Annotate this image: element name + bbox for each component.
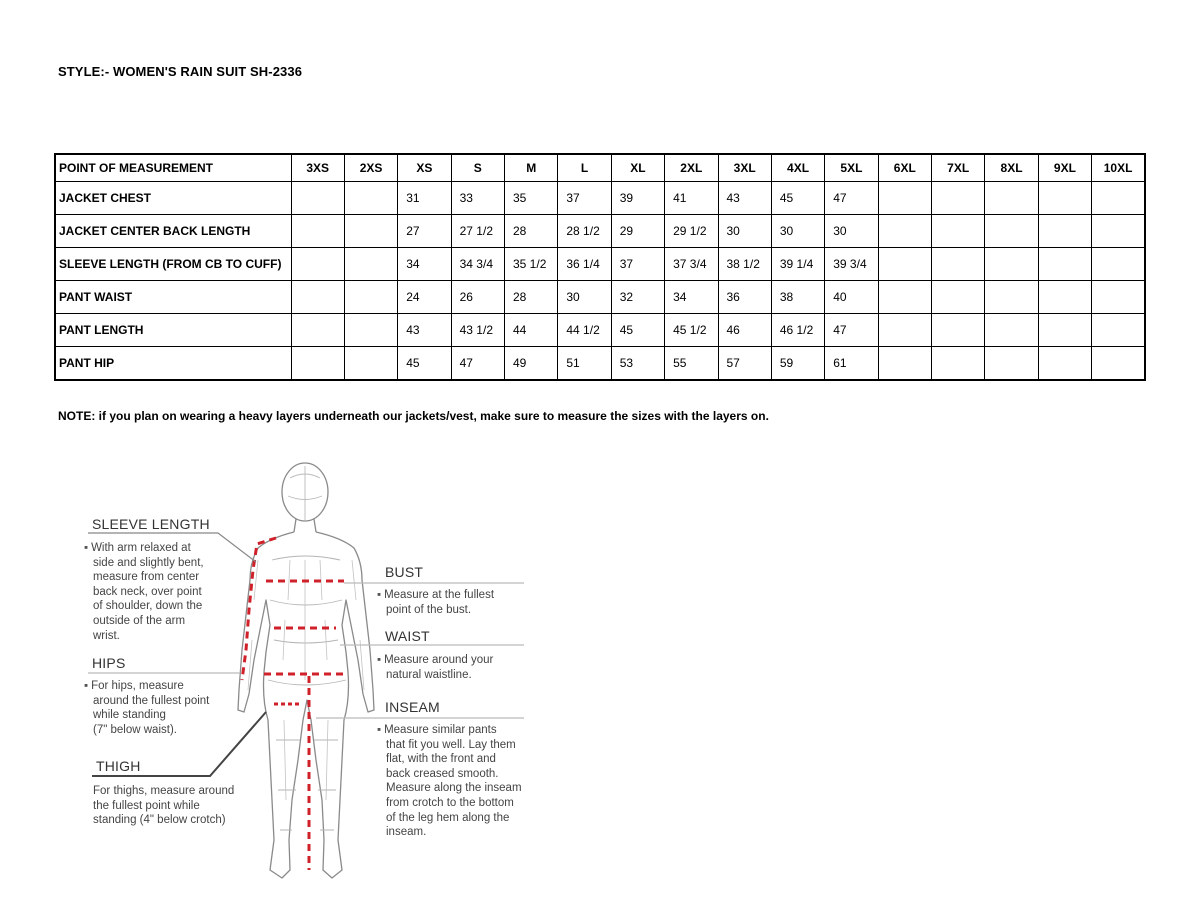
text-line: back neck, over point (93, 585, 202, 598)
text-line: ▪ For hips, measure (84, 679, 209, 694)
table-cell: 35 1/2 (505, 248, 558, 281)
table-cell: 44 (505, 314, 558, 347)
table-cell: 37 (558, 182, 611, 215)
table-cell (291, 314, 344, 347)
table-cell (344, 314, 397, 347)
table-cell: 30 (558, 281, 611, 314)
row-label: SLEEVE LENGTH (FROM CB TO CUFF) (55, 248, 291, 281)
table-cell: 30 (718, 215, 771, 248)
row-label: PANT WAIST (55, 281, 291, 314)
table-cell (291, 182, 344, 215)
table-cell: 39 3/4 (825, 248, 878, 281)
table-cell: 39 1/4 (771, 248, 824, 281)
table-cell (985, 215, 1038, 248)
header-size-5xl: 5XL (825, 154, 878, 182)
waist-heading: WAIST (385, 628, 430, 644)
table-cell (291, 347, 344, 381)
table-cell (985, 347, 1038, 381)
text-line: around the fullest point (93, 694, 210, 707)
table-cell (344, 182, 397, 215)
table-cell: 45 1/2 (665, 314, 718, 347)
table-cell (878, 281, 931, 314)
table-cell (1092, 215, 1145, 248)
table-cell (878, 314, 931, 347)
text-line: ▪ Measure at the fullest (377, 588, 494, 603)
text-line: of the leg hem along the (386, 811, 510, 824)
thigh-description (93, 784, 234, 828)
header-size-7xl: 7XL (932, 154, 985, 182)
text-line: while standing (93, 709, 166, 722)
table-cell: 28 1/2 (558, 215, 611, 248)
text-line: wrist. (93, 629, 120, 642)
table-cell (932, 248, 985, 281)
table-cell (1092, 281, 1145, 314)
table-cell (291, 215, 344, 248)
table-cell (1038, 314, 1091, 347)
row-label: PANT HIP (55, 347, 291, 381)
table-cell (1038, 281, 1091, 314)
row-label: JACKET CHEST (55, 182, 291, 215)
table-cell (344, 281, 397, 314)
hips-description (84, 679, 209, 737)
table-cell (878, 347, 931, 381)
table-cell: 45 (398, 347, 451, 381)
table-cell: 47 (825, 314, 878, 347)
table-cell: 43 (398, 314, 451, 347)
text-line: natural waistline. (386, 668, 472, 681)
table-cell: 49 (505, 347, 558, 381)
table-row (55, 182, 1145, 215)
table-cell (932, 281, 985, 314)
table-cell (291, 281, 344, 314)
table-cell: 34 (665, 281, 718, 314)
header-size-8xl: 8XL (985, 154, 1038, 182)
table-cell: 53 (611, 347, 664, 381)
table-cell (985, 182, 1038, 215)
table-cell: 46 (718, 314, 771, 347)
table-cell (932, 314, 985, 347)
header-size-s: S (451, 154, 504, 182)
row-label: PANT LENGTH (55, 314, 291, 347)
table-cell: 33 (451, 182, 504, 215)
table-cell (878, 215, 931, 248)
text-line: For thighs, measure around (93, 785, 235, 797)
header-size-l: L (558, 154, 611, 182)
sizing-note: NOTE: if you plan on wearing a heavy layers underneath our jackets/vest, make sure to measure the sizes with the layers on. (58, 409, 769, 423)
table-cell: 47 (825, 182, 878, 215)
table-cell (932, 215, 985, 248)
table-cell: 35 (505, 182, 558, 215)
table-cell: 27 1/2 (451, 215, 504, 248)
table-cell: 24 (398, 281, 451, 314)
text-line: Measure along the inseam (386, 782, 522, 795)
table-cell: 36 1/4 (558, 248, 611, 281)
table-cell (1038, 248, 1091, 281)
table-cell: 46 1/2 (771, 314, 824, 347)
table-cell (985, 314, 1038, 347)
text-line: of shoulder, down the (93, 600, 203, 613)
table-cell: 45 (771, 182, 824, 215)
table-cell: 43 1/2 (451, 314, 504, 347)
page-title: STYLE:- WOMEN'S RAIN SUIT SH-2336 (58, 64, 303, 79)
text-line: standing (4" below crotch) (93, 814, 226, 827)
sleeve-measure-line (242, 538, 276, 680)
header-size-10xl: 10XL (1092, 154, 1145, 182)
header-size-m: M (505, 154, 558, 182)
table-cell (1038, 347, 1091, 381)
table-cell: 37 (611, 248, 664, 281)
header-size-6xl: 6XL (878, 154, 931, 182)
header-size-9xl: 9XL (1038, 154, 1091, 182)
text-line: outside of the arm (93, 614, 186, 627)
sleeve-length-description (84, 541, 204, 643)
text-line: back creased smooth. (386, 767, 499, 780)
table-cell: 36 (718, 281, 771, 314)
text-line: measure from center (93, 571, 200, 584)
table-cell: 59 (771, 347, 824, 381)
table-cell (985, 248, 1038, 281)
table-cell (1092, 314, 1145, 347)
bust-heading: BUST (385, 564, 424, 580)
table-cell: 29 (611, 215, 664, 248)
table-cell: 27 (398, 215, 451, 248)
text-line: (7" below waist). (93, 723, 177, 736)
header-size-xl: XL (611, 154, 664, 182)
sleeve-length-heading: SLEEVE LENGTH (92, 516, 210, 532)
table-cell (344, 215, 397, 248)
table-cell (1038, 182, 1091, 215)
header-size-4xl: 4XL (771, 154, 824, 182)
table-cell: 41 (665, 182, 718, 215)
table-cell: 51 (558, 347, 611, 381)
table-row (55, 281, 1145, 314)
text-line: ▪ With arm relaxed at (84, 541, 204, 556)
table-cell (1092, 182, 1145, 215)
table-cell: 55 (665, 347, 718, 381)
table-cell: 28 (505, 215, 558, 248)
table-cell: 47 (451, 347, 504, 381)
table-cell: 26 (451, 281, 504, 314)
text-line: flat, with the front and (386, 753, 496, 766)
header-size-2xs: 2XS (344, 154, 397, 182)
size-chart-table (54, 153, 1146, 381)
inseam-heading: INSEAM (385, 699, 440, 715)
table-row (55, 215, 1145, 248)
table-cell (344, 347, 397, 381)
table-cell (344, 248, 397, 281)
table-cell: 34 (398, 248, 451, 281)
header-size-xs: XS (398, 154, 451, 182)
table-row (55, 347, 1145, 381)
table-cell: 29 1/2 (665, 215, 718, 248)
text-line: from crotch to the bottom (386, 796, 514, 809)
table-cell: 30 (825, 215, 878, 248)
table-cell: 39 (611, 182, 664, 215)
figure-head (282, 463, 328, 521)
table-cell: 43 (718, 182, 771, 215)
table-cell: 44 1/2 (558, 314, 611, 347)
figure-outline (238, 463, 374, 878)
table-cell (1092, 248, 1145, 281)
text-line: point of the bust. (386, 603, 472, 616)
table-cell (1092, 347, 1145, 381)
table-cell: 45 (611, 314, 664, 347)
table-row (55, 314, 1145, 347)
table-cell (985, 281, 1038, 314)
table-row (55, 248, 1145, 281)
measurement-lines (242, 538, 348, 870)
waist-description (377, 653, 493, 682)
table-cell: 61 (825, 347, 878, 381)
table-cell: 57 (718, 347, 771, 381)
text-line: ▪ Measure similar pants (377, 723, 522, 738)
table-cell (878, 248, 931, 281)
header-size-3xl: 3XL (718, 154, 771, 182)
table-cell (1038, 215, 1091, 248)
row-label: JACKET CENTER BACK LENGTH (55, 215, 291, 248)
hips-heading: HIPS (92, 655, 126, 671)
table-cell: 31 (398, 182, 451, 215)
table-cell: 37 3/4 (665, 248, 718, 281)
header-size-2xl: 2XL (665, 154, 718, 182)
table-cell (291, 248, 344, 281)
table-cell: 38 (771, 281, 824, 314)
table-cell: 30 (771, 215, 824, 248)
table-cell: 32 (611, 281, 664, 314)
table-cell (932, 182, 985, 215)
table-cell: 34 3/4 (451, 248, 504, 281)
text-line: the fullest point while (93, 799, 200, 812)
table-cell (932, 347, 985, 381)
thigh-heading: THIGH (96, 758, 141, 774)
table-cell (878, 182, 931, 215)
table-cell: 38 1/2 (718, 248, 771, 281)
bust-description (377, 588, 494, 617)
inseam-description (377, 723, 522, 840)
text-line: side and slightly bent, (93, 556, 204, 569)
text-line: that fit you well. Lay them (386, 738, 516, 751)
header-point-of-measurement: POINT OF MEASUREMENT (55, 154, 291, 182)
header-size-3xs: 3XS (291, 154, 344, 182)
text-line: ▪ Measure around your (377, 653, 493, 668)
table-cell: 28 (505, 281, 558, 314)
text-line: inseam. (386, 826, 427, 839)
table-cell: 40 (825, 281, 878, 314)
table-header-row (55, 154, 1145, 182)
